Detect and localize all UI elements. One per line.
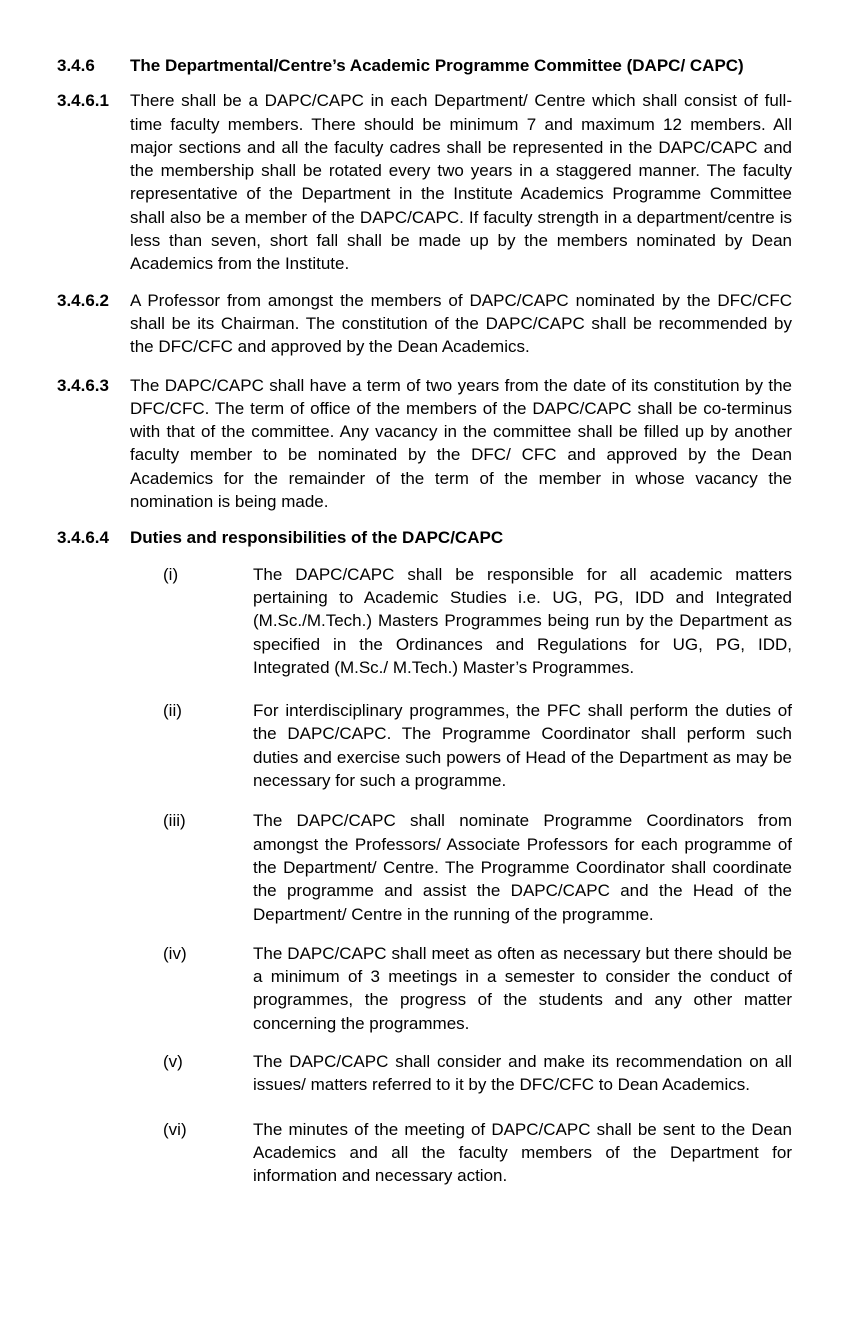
- list-item-text: The DAPC/CAPC shall meet as often as necessary but there should be a minimum of 3 meetings in a semester to consider the conduct of programmes, the progress of the students and any other matter concerning the programmes.: [253, 943, 792, 1033]
- paragraph-3-4-6-1: [57, 89, 792, 275]
- list-item-text: The DAPC/CAPC shall be responsible for all academic matters pertaining to Academic Studies i.e. UG, PG, IDD and Integrated (M.Sc./M.Tech.) Masters Programmes being run by the Department as specified in the Ordinances and Regulations for UG, PG, IDD, Integrated (M.Sc./ M.Tech.) Master’s Programmes.: [253, 564, 792, 677]
- list-item-v: [163, 1050, 792, 1097]
- duties-list: [57, 563, 792, 1188]
- section-number: 3.4.6: [57, 56, 95, 75]
- list-item-marker: (v): [163, 1051, 183, 1071]
- list-item-i: [163, 563, 792, 679]
- paragraph-number: 3.4.6.2: [57, 290, 109, 310]
- paragraph-text: A Professor from amongst the members of DAPC/CAPC nominated by the DFC/CFC shall be its Chairman. The constitution of the DAPC/CAPC shall be recommended by the DFC/CFC and approved by the Dean Academics.: [130, 290, 792, 357]
- list-item-marker: (i): [163, 564, 179, 584]
- list-item-ii: [163, 699, 792, 792]
- section-title: The Departmental/Centre’s Academic Programme Committee (DAPC/ CAPC): [130, 56, 744, 75]
- list-item-marker: (iv): [163, 943, 187, 963]
- list-item-marker: (vi): [163, 1119, 187, 1139]
- paragraph-3-4-6-3: [57, 374, 792, 514]
- paragraph-number: 3.4.6.1: [57, 91, 109, 111]
- list-item-marker: (ii): [163, 701, 182, 721]
- subheading-text: Duties and responsibilities of the DAPC/CAPC: [130, 528, 504, 548]
- paragraph-number: 3.4.6.4: [57, 528, 109, 548]
- list-item-marker: (iii): [163, 811, 186, 831]
- list-item-text: The DAPC/CAPC shall consider and make its recommendation on all issues/ matters referred to it by the DFC/CFC to Dean Academics.: [253, 1051, 792, 1095]
- paragraph-3-4-6-4-heading: [57, 526, 792, 549]
- list-item-vi: [163, 1118, 792, 1188]
- paragraph-number: 3.4.6.3: [57, 375, 109, 395]
- list-item-text: The minutes of the meeting of DAPC/CAPC shall be sent to the Dean Academics and all the faculty members of the Department for information and necessary action.: [253, 1119, 792, 1186]
- list-item-text: The DAPC/CAPC shall nominate Programme Coordinators from amongst the Professors/ Associate Professors for each programme of the Department/ Centre. The Programme Coordinator shall coordinate the programme and assist the DAPC/CAPC and the Head of the Department/ Centre in the running of the programme.: [253, 811, 792, 924]
- list-item-iii: [163, 809, 792, 925]
- list-item-text: For interdisciplinary programmes, the PFC shall perform the duties of the DAPC/CAPC. The Programme Coordinator shall perform such duties and exercise such powers of Head of the Department as may be necessary for such a programme.: [253, 701, 792, 791]
- section-heading: [57, 54, 792, 77]
- paragraph-text: The DAPC/CAPC shall have a term of two years from the date of its constitution by the DFC/CFC. The term of office of the members of the DAPC/CAPC shall be co-terminus with that of the committee. Any vacancy in the committee shall be filled up by another faculty member to be nominated by the DFC/ CFC and approved by the Dean Academics for the remainder of the term of the member in whose vacancy the nomination is being made.: [130, 375, 792, 512]
- paragraph-text: There shall be a DAPC/CAPC in each Department/ Centre which shall consist of full-time faculty members. There should be minimum 7 and maximum 12 members. All major sections and all the faculty cadres shall be represented in the DAPC/CAPC and the membership shall be rotated every two years in a staggered manner. The faculty representative of the Department in the Institute Academics Programme Committee shall also be a member of the DAPC/CAPC. If faculty strength in a department/centre is less than seven, short fall shall be made up by the members nominated by Dean Academics from the Institute.: [130, 91, 792, 274]
- paragraph-3-4-6-2: [57, 289, 792, 359]
- list-item-iv: [163, 942, 792, 1035]
